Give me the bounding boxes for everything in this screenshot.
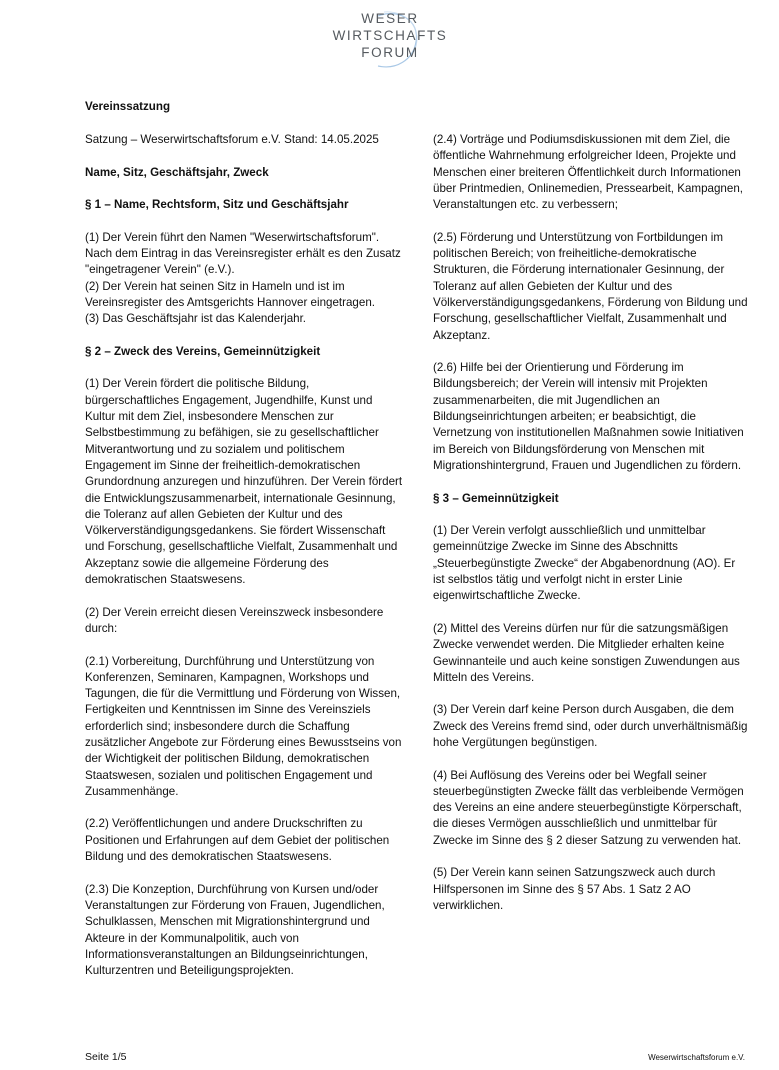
paragraph: (3) Das Geschäftsjahr ist das Kalenderjahr.	[85, 312, 307, 326]
paragraph: (5) Der Verein kann seinen Satzungszweck auch durch Hilfspersonen im Sinne des § 57 Abs. 1 Satz 2 AO verwirklichen.	[433, 866, 716, 912]
logo-line-2: WIRTSCHAFTS	[332, 28, 448, 43]
paragraph: (2.4) Vorträge und Podiumsdiskussionen mit dem Ziel, die öffentliche Wahrnehmung erfolgreicher Ideen, Projekte und Menschen einer breiteren Öffentlichkeit durch Informationen über Printmedien, Onlinemedien, Pressearbeit, Kampagnen, Veranstaltungen etc. zu verbessern;	[433, 133, 743, 212]
paragraph: (4) Bei Auflösung des Vereins oder bei Wegfall seiner steuerbegünstigten Zwecke fällt das verbleibende Vermögen des Vereins an eine andere steuerbegünstigte Körperschaft, die dieses Vermögen ausschließlich und unmittelbar für Zwecke im Sinne des § 2 dieser Satzung zu verwenden hat.	[433, 768, 744, 847]
paragraph: (1) Der Verein fördert die politische Bildung, bürgerschaftliches Engagement, Jugendhilfe, Kunst und Kultur mit dem Ziel, insbesondere Menschen zur Selbstbestimmung zu befähigen, sie zu gesellschaftlicher Mitverantwortung und zu sozialem und politischem Engagement im Sinne der freiheitlich-demokratischen Grundordnung anzuregen und hinzuführen. Der Verein fördert die Entwicklungszusammenarbeit, internationale Gesinnung, die Toleranz auf allen Gebieten der Kultur und des Völkerverständigungsgedankens. Sie fördert Wissenschaft und Forschung, gesellschaftliche Vielfalt, Zusammenhalt und Akzeptanz sowie die allgemeine Förderung des demokratischen Staatswesens.	[85, 377, 403, 587]
paragraph-gap	[85, 360, 405, 376]
left-column	[85, 132, 405, 979]
paragraph: (2.3) Die Konzeption, Durchführung von Kursen und/oder Veranstaltungen zur Förderung von Frauen, Jugendlichen, Schulklassen, Menschen mit Migrationshintergrund und Akteure in der Kommunalpolitik, auch von Informationsveranstaltungen an Bildungseinrichtungen, Kulturzentren und Beteiligungsprojekten.	[85, 882, 385, 978]
paragraph-gap	[85, 213, 405, 229]
paragraph-gap	[433, 213, 749, 229]
paragraph: (2) Der Verein erreicht diesen Vereinszweck insbesondere durch:	[85, 605, 384, 635]
paragraph-gap	[433, 474, 749, 490]
paragraph-gap	[85, 181, 405, 197]
paragraph: (1) Der Verein führt den Namen "Weserwirtschaftsforum". Nach dem Eintrag in das Vereinsregister erhält es den Zusatz "eingetragener Verein" (e.V.).	[85, 230, 401, 277]
document-title: Vereinssatzung	[85, 100, 171, 113]
section-heading: § 3 – Gemeinnützigkeit	[433, 491, 559, 505]
paragraph-gap	[85, 588, 405, 604]
paragraph-gap	[433, 605, 749, 621]
paragraph: (1) Der Verein verfolgt ausschließlich und unmittelbar gemeinnützige Zwecke im Sinne des Abschnitts „Steuerbegünstigte Zwecke“ der Abgabenordnung (AO). Er ist selbstlos tätig und verfolgt nicht in erster Linie eigenwirtschaftliche Zwecke.	[433, 524, 736, 603]
paragraph-gap	[433, 849, 749, 865]
paragraph-gap	[85, 800, 405, 816]
footer-organization: Weserwirtschaftsforum e.V.	[648, 1053, 745, 1062]
paragraph: (2.6) Hilfe bei der Orientierung und Förderung im Bildungsbereich; der Verein will intensiv mit Projekten zusammenarbeiten, die mit Jugendlichen an Bildungseinrichtungen arbeiten; er beabsichtigt, die Vernetzung von institutionellen Maßnahmen sowie Initiativen im Bereich von Bildungsförderung von Menschen mit Migrationshintergrund, Frauen und Jugendlichen zu fördern.	[433, 361, 744, 472]
paragraph: (2) Der Verein hat seinen Sitz in Hameln und ist im Vereinsregister des Amtsgerichts Hannover eingetragen.	[85, 279, 376, 309]
paragraph-gap	[85, 328, 405, 344]
paragraph-gap	[85, 148, 405, 164]
page-number: Seite 1/5	[85, 1051, 127, 1063]
paragraph-gap	[433, 507, 749, 523]
section-heading: § 2 – Zweck des Vereins, Gemeinnützigkeit	[85, 344, 321, 358]
logo	[320, 8, 460, 72]
paragraph-gap	[433, 686, 749, 702]
paragraph: Satzung – Weserwirtschaftsforum e.V. Stand: 14.05.2025	[85, 133, 379, 146]
paragraph: (3) Der Verein darf keine Person durch Ausgaben, die dem Zweck des Vereins fremd sind, oder durch unverhältnismäßig hohe Vergütungen begünstigen.	[433, 703, 748, 749]
logo-line-3: FORUM	[361, 45, 419, 60]
right-column	[433, 132, 749, 914]
paragraph: (2) Mittel des Vereins dürfen nur für die satzungsmäßigen Zwecke verwendet werden. Die Mitglieder erhalten keine Gewinnanteile und auch keine sonstigen Zuwendungen aus Mitteln des Vereins.	[433, 621, 740, 684]
paragraph: (2.1) Vorbereitung, Durchführung und Unterstützung von Konferenzen, Seminaren, Kampagnen, Workshops und Tagungen, die für die Vermittlung und Förderung von Wissen, Fertigkeiten und Kenntnissen im Sinne des Vereinsziels erforderlich sind; insbesondere durch die Schaffung zusätzlicher Angebote zur Förderung eines Bewusstseins von der Wichtigkeit der politischen Bildung, demokratischen Staatswesen, sozialen und politischen Engagement und Zusammenhänge.	[85, 654, 402, 798]
logo-line-1: WESER	[361, 11, 419, 26]
paragraph-gap	[85, 865, 405, 881]
paragraph-gap	[433, 751, 749, 767]
paragraph-gap	[85, 637, 405, 653]
paragraph-gap	[433, 344, 749, 360]
section-heading: § 1 – Name, Rechtsform, Sitz und Geschäftsjahr	[85, 198, 349, 212]
paragraph: (2.5) Förderung und Unterstützung von Fortbildungen im politischen Bereich; von freiheitliche-demokratische Strukturen, die Förderung internationaler Gesinnung, der Toleranz auf allen Gebieten der Kultur und des Völkerverständigungsgedankens, Förderung von Bildung und Forschung, gesellschaftlicher Vielfalt, Zusammenhalt und Akzeptanz.	[433, 230, 748, 342]
section-heading: Name, Sitz, Geschäftsjahr, Zweck	[85, 165, 269, 179]
paragraph: (2.2) Veröffentlichungen und andere Druckschriften zu Positionen und Erfahrungen auf dem Gebiet der politischen Bildung und des demokratischen Staatswesens.	[85, 817, 390, 864]
